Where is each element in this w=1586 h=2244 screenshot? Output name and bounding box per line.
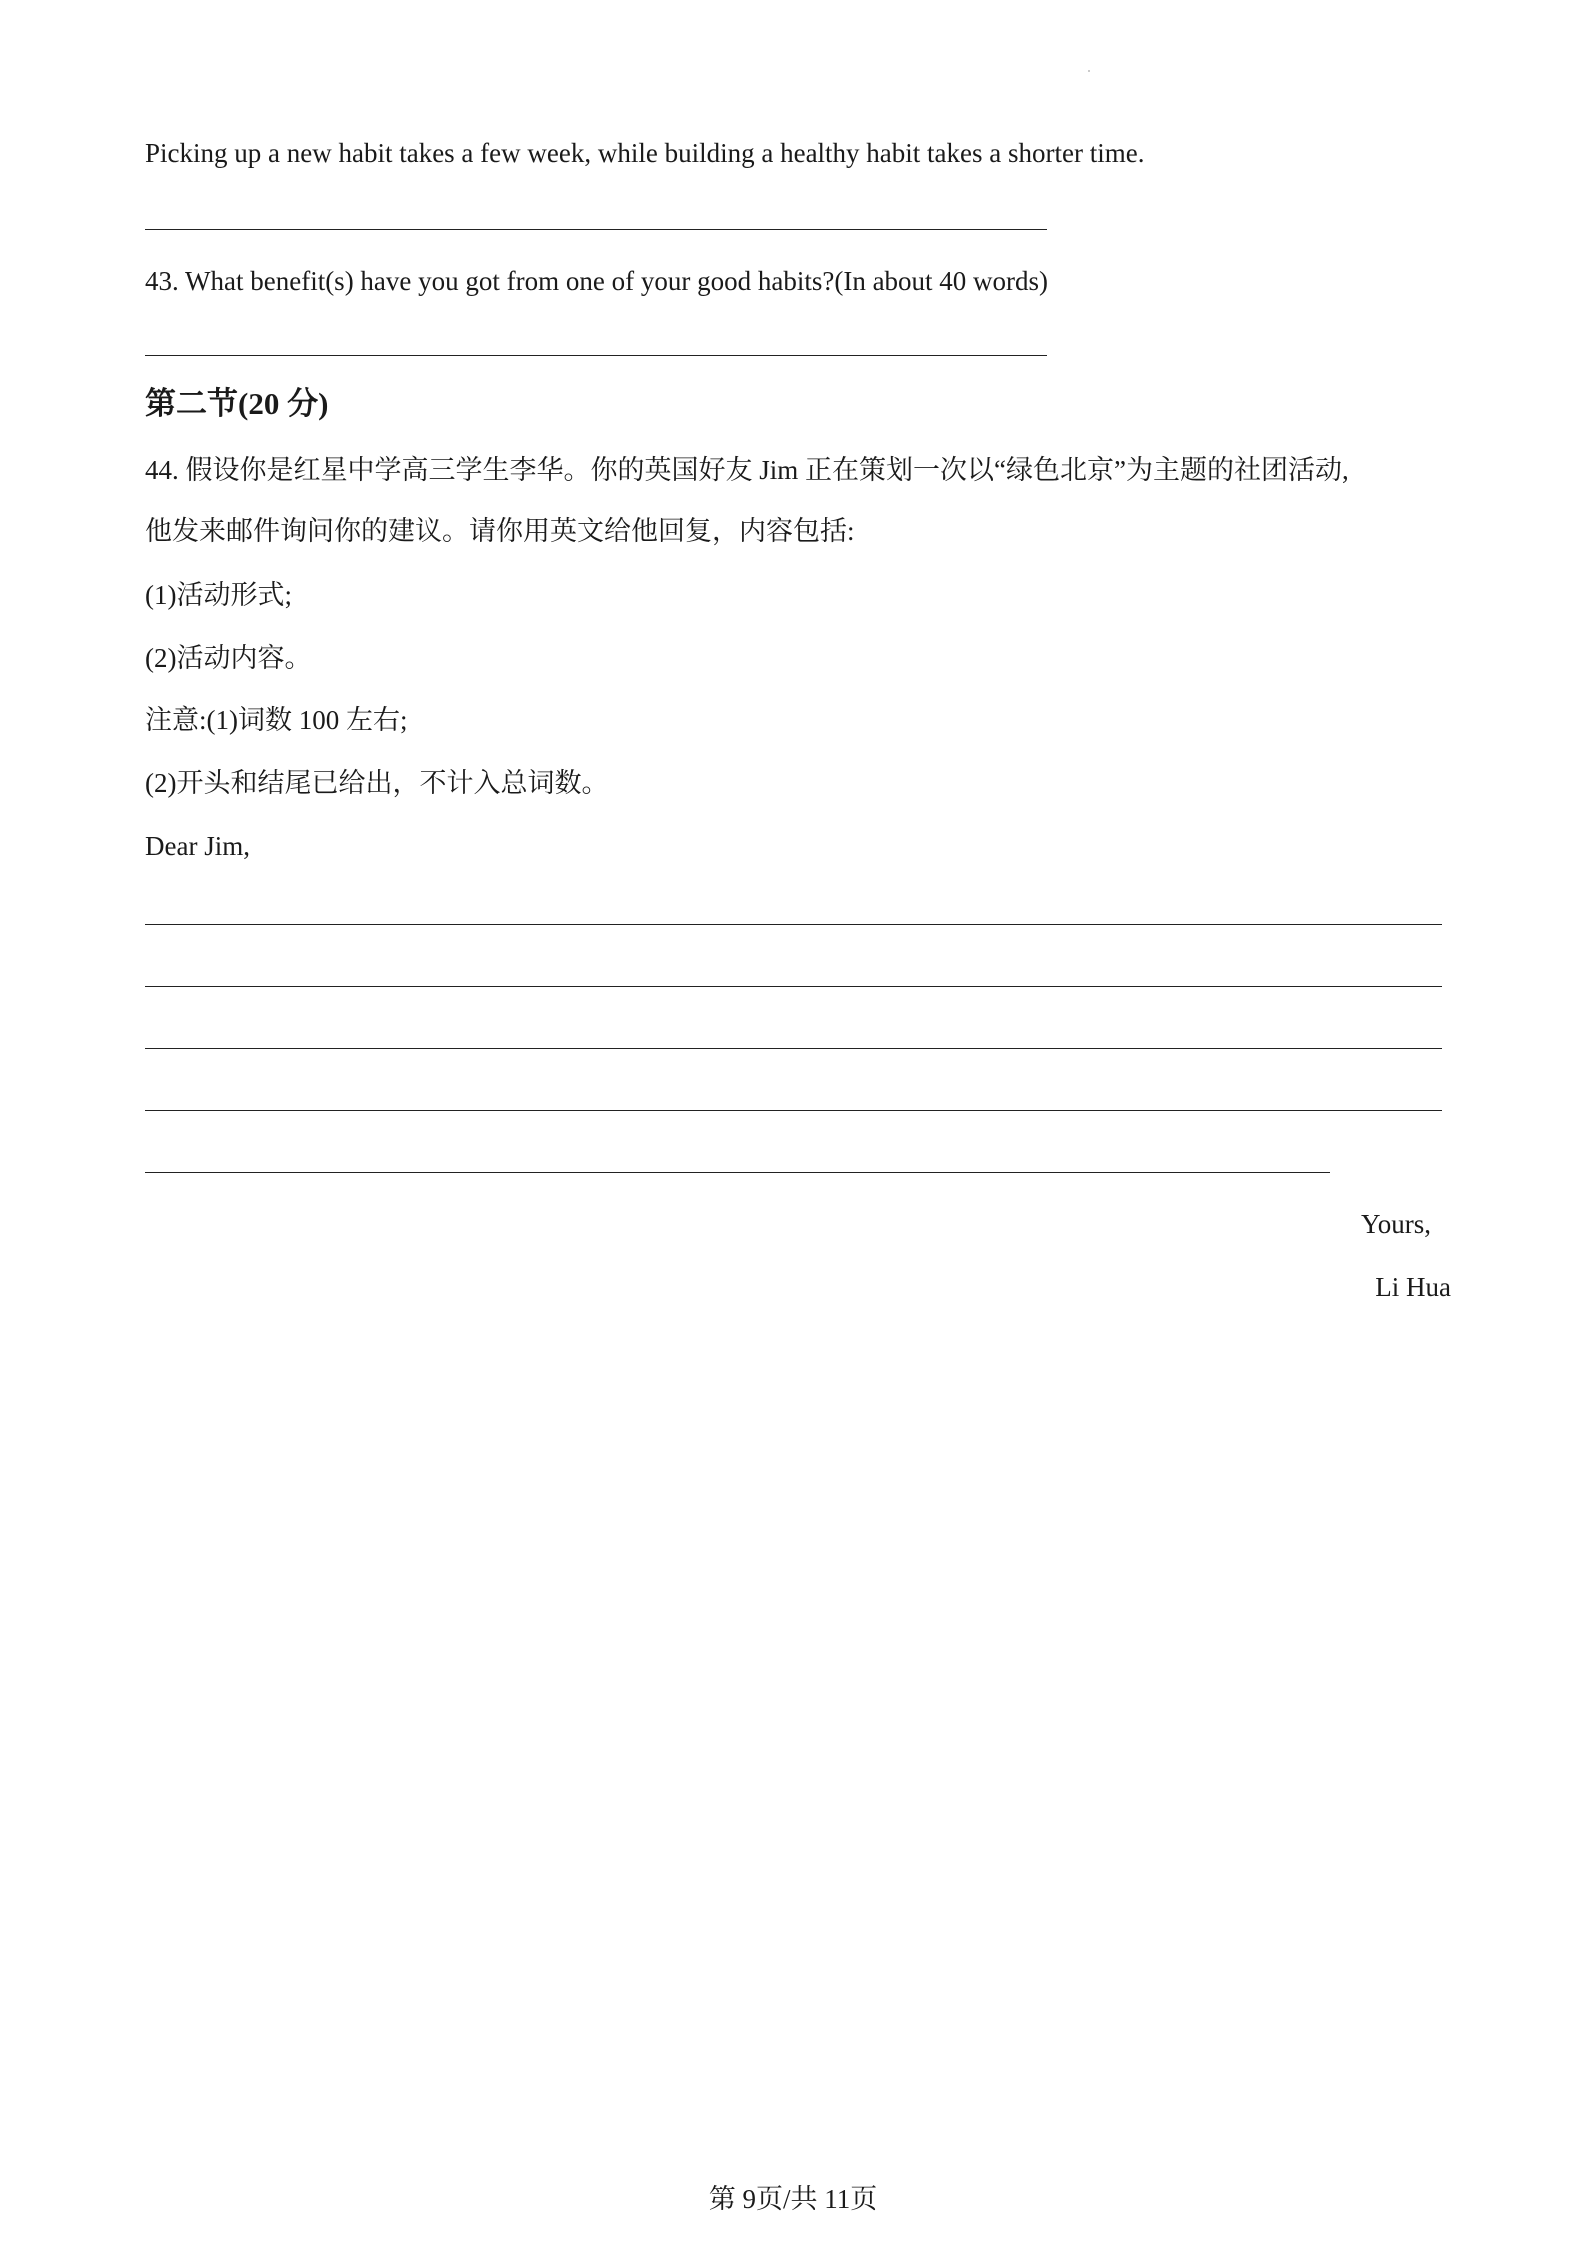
q44-note-2: (2)开头和结尾已给出，不计入总词数。 [145, 768, 609, 798]
q44-note-1: 注意:(1)词数 100 左右; [145, 705, 408, 735]
q42-answer-line[interactable] [145, 229, 1047, 230]
q44-item-2: (2)活动内容。 [145, 643, 312, 673]
letter-answer-line[interactable] [145, 1172, 1330, 1173]
letter-answer-line[interactable] [145, 1048, 1442, 1049]
letter-answer-line[interactable] [145, 924, 1442, 925]
letter-answer-line[interactable] [145, 1110, 1442, 1111]
scan-speck [1088, 70, 1090, 72]
letter-closing: Yours, [1360, 1209, 1431, 1239]
q42-statement: Picking up a new habit takes a few week, while building a healthy habit takes a shorter time. [145, 138, 1145, 168]
letter-signature: Li Hua [1375, 1272, 1451, 1302]
letter-greeting: Dear Jim, [145, 831, 250, 861]
letter-answer-line[interactable] [145, 986, 1442, 987]
section2-heading: 第二节(20 分) [145, 386, 329, 421]
page-footer: 第 9页/共 11页 [708, 2184, 878, 2214]
q43-question: 43. What benefit(s) have you got from one of your good habits?(In about 40 words) [145, 266, 1049, 296]
q44-prompt-line1: 44. 假设你是红星中学高三学生李华。你的英国好友 Jim 正在策划一次以“绿色北京”为主题的社团活动, [145, 455, 1349, 485]
q44-item-1: (1)活动形式; [145, 580, 292, 610]
q43-answer-line[interactable] [145, 355, 1047, 356]
q44-prompt-line2: 他发来邮件询问你的建议。请你用英文给他回复，内容包括: [145, 516, 855, 546]
